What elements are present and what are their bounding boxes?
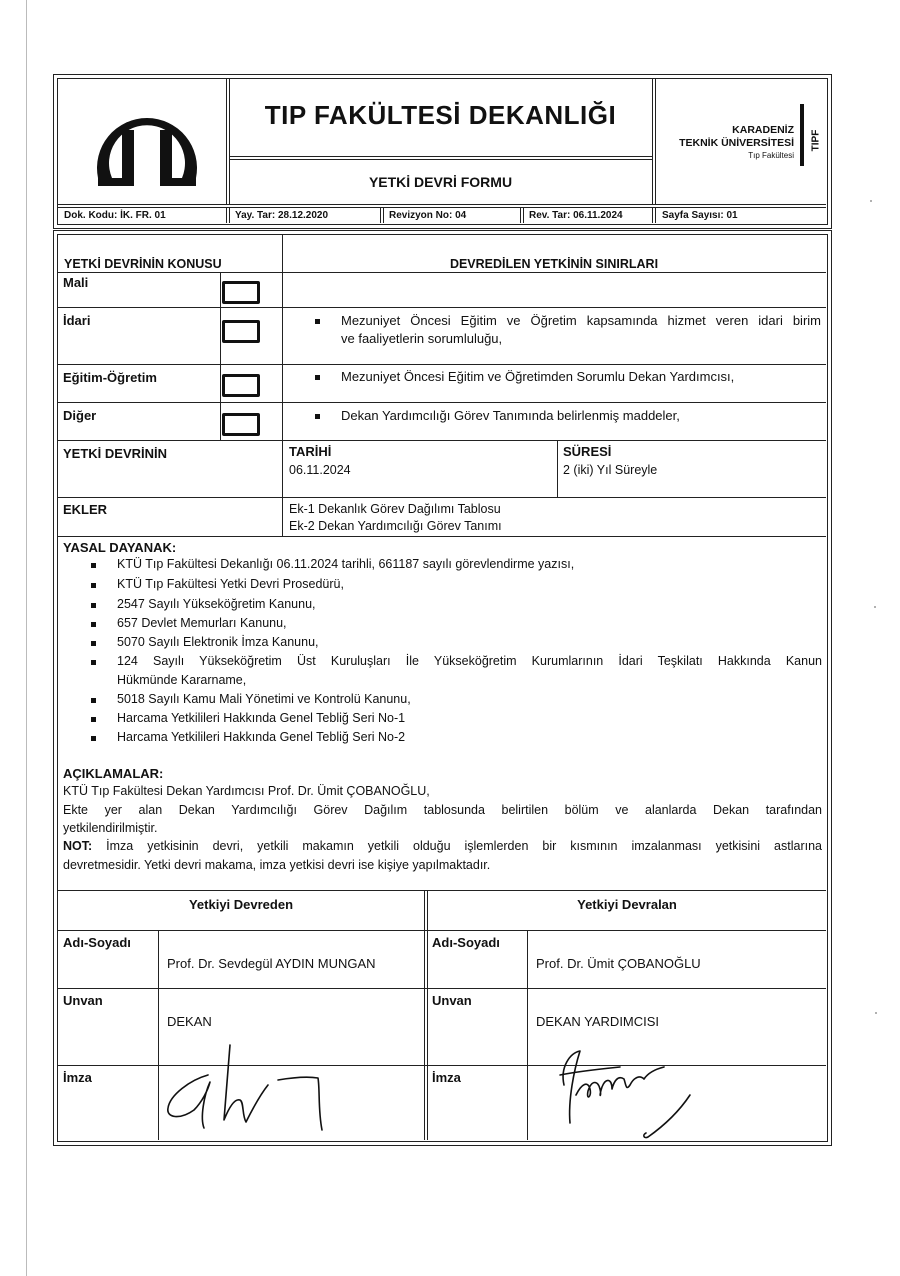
form-title: YETKİ DEVRİ FORMU <box>368 174 513 190</box>
bullet-icon <box>315 414 320 419</box>
sign-label-right: İmza <box>432 1070 461 1085</box>
sig-table-line <box>58 890 826 891</box>
date-label: TARİHİ <box>289 444 332 459</box>
sig-header-left: Yetkiyi Devreden <box>188 897 294 912</box>
explanation-line-2: Ekte yer alan Dekan Yardımcılığı Görev Dağılım tablosunda belirtilen bölüm ve alanlarda Dekan tarafından <box>63 803 822 817</box>
bullet-icon <box>91 736 96 741</box>
bullet-icon <box>91 660 96 665</box>
meta-divider <box>380 207 384 223</box>
bullet-icon <box>315 375 320 380</box>
scope-text-egitim: Mezuniyet Öncesi Eğitim ve Öğretimden Sorumlu Dekan Yardımcısı, <box>341 369 735 384</box>
scope-row-line <box>58 497 826 498</box>
revision-number: Revizyon No: 04 <box>389 210 467 221</box>
bullet-icon <box>91 563 96 568</box>
scope-label-diger: Diğer <box>63 408 97 423</box>
scope-header-right: DEVREDİLEN YETKİNİN SINIRLARI <box>449 257 659 271</box>
title-label-right: Unvan <box>432 993 472 1008</box>
explanation-line-1: KTÜ Tıp Fakültesi Dekan Yardımcısı Prof. Dr. Ümit ÇOBANOĞLU, <box>63 784 430 798</box>
institution-name-1: KARADENİZ <box>732 124 794 136</box>
bullet-icon <box>91 717 96 722</box>
scope-row-line <box>58 364 826 365</box>
header-divider <box>229 156 652 160</box>
legal-item: Harcama Yetkilileri Hakkında Genel Tebliğ Seri No-1 <box>117 711 406 725</box>
legal-title: YASAL DAYANAK: <box>63 540 177 555</box>
legal-item: KTÜ Tıp Fakültesi Dekanlığı 06.11.2024 tarihli, 661187 sayılı görevlendirme yazısı, <box>117 557 575 571</box>
name-value-left: Prof. Dr. Sevdegül AYDIN MUNGAN <box>167 956 376 971</box>
sig-table-divider <box>158 930 159 1140</box>
university-logo <box>84 90 210 192</box>
sig-table-line <box>58 988 826 989</box>
scope-row-line <box>58 536 826 537</box>
title-value-left: DEKAN <box>167 1014 212 1029</box>
duration-divider <box>557 440 558 497</box>
legal-item: 124 Sayılı Yükseköğretim Üst Kuruluşları İle Yükseköğretim Kurumlarının İdari Teşkilatı Hakkında Kanun <box>117 654 822 668</box>
sig-table-divider <box>527 930 528 1140</box>
legal-item: KTÜ Tıp Fakültesi Yetki Devri Prosedürü, <box>117 577 344 591</box>
speck <box>874 606 876 608</box>
attachments-label: EKLER <box>63 502 108 517</box>
meta-divider <box>652 207 656 223</box>
scope-row-line <box>58 402 826 403</box>
legal-item: 5018 Sayılı Kamu Mali Yönetimi ve Kontrolü Kanunu, <box>117 692 411 706</box>
legal-item: Harcama Yetkilileri Hakkında Genel Tebliğ Seri No-2 <box>117 730 406 744</box>
margin-line <box>26 0 27 1276</box>
attachment-item-2: Ek-2 Dekan Yardımcılığı Görev Tanımı <box>289 519 502 533</box>
scope-row-line <box>58 307 826 308</box>
header-divider <box>57 204 826 208</box>
scope-text-diger: Dekan Yardımcılığı Görev Tanımında belirlenmiş maddeler, <box>341 408 680 423</box>
scope-divider <box>282 234 283 536</box>
speck <box>875 1012 877 1014</box>
name-value-right: Prof. Dr. Ümit ÇOBANOĞLU <box>536 956 701 971</box>
sig-table-line <box>58 930 826 931</box>
scope-row-line <box>58 440 826 441</box>
legal-item-continued: Hükmünde Kararname, <box>117 673 247 687</box>
page-count: Sayfa Sayısı: 01 <box>662 210 738 221</box>
doc-code: Dok. Kodu: İK. FR. 01 <box>64 210 166 221</box>
attachment-item-1: Ek-1 Dekanlık Görev Dağılımı Tablosu <box>289 502 501 516</box>
note-label: NOT: <box>63 839 93 853</box>
speck <box>870 200 872 202</box>
checkbox-egitim-ogretim[interactable] <box>222 374 260 397</box>
bullet-icon <box>315 319 320 324</box>
scope-text-idari-1: Mezuniyet Öncesi Eğitim ve Öğretim kapsamında hizmet veren idari birim <box>341 313 821 328</box>
explanations-title: AÇIKLAMALAR: <box>63 766 164 781</box>
checkbox-column-divider <box>220 272 221 440</box>
note-line-2: devretmesidir. Yetki devri makama, imza yetkisi devri ise kişiye yapılmaktadır. <box>63 858 491 872</box>
transfer-label: YETKİ DEVRİNİN <box>63 446 168 461</box>
sign-label-left: İmza <box>63 1070 92 1085</box>
institution-faculty: Tıp Fakültesi <box>748 151 794 160</box>
title-label-left: Unvan <box>63 993 103 1008</box>
date-value: 06.11.2024 <box>289 463 351 477</box>
bullet-icon <box>91 603 96 608</box>
scope-label-mali: Mali <box>63 275 89 290</box>
scope-text-idari-2: ve faaliyetlerin sorumluluğu, <box>341 331 503 346</box>
title-value-right: DEKAN YARDIMCISI <box>536 1014 660 1029</box>
bullet-icon <box>91 583 96 588</box>
institution-name-2: TEKNİK ÜNİVERSİTESİ <box>679 137 794 149</box>
legal-item: 5070 Sayılı Elektronik İmza Kanunu, <box>117 635 319 649</box>
sig-table-divider <box>424 890 428 1140</box>
legal-item: 2547 Sayılı Yükseköğretim Kanunu, <box>117 597 316 611</box>
scope-label-idari: İdari <box>63 313 91 328</box>
duration-value: 2 (iki) Yıl Süreyle <box>563 463 658 477</box>
signature-left <box>160 1040 350 1140</box>
meta-divider <box>226 207 230 223</box>
note-text: İmza yetkisinin devri, yetkili makamın yetkili olduğu işlemlerden bir kısmının imzalanması yetkisini astlarına <box>92 839 822 853</box>
name-label-left: Adı-Soyadı <box>63 935 131 950</box>
publish-date: Yay. Tar: 28.12.2020 <box>235 210 329 221</box>
signature-right <box>540 1045 710 1145</box>
duration-label: SÜRESİ <box>563 444 612 459</box>
meta-divider <box>520 207 524 223</box>
page-title: TIP FAKÜLTESİ DEKANLIĞI <box>264 100 617 130</box>
bullet-icon <box>91 698 96 703</box>
legal-item: 657 Devlet Memurları Kanunu, <box>117 616 287 630</box>
sig-header-right: Yetkiyi Devralan <box>577 897 677 912</box>
bullet-icon <box>91 622 96 627</box>
scope-row-line <box>58 272 826 273</box>
name-label-right: Adı-Soyadı <box>432 935 500 950</box>
checkbox-idari[interactable] <box>222 320 260 343</box>
checkbox-mali[interactable] <box>222 281 260 304</box>
revision-date: Rev. Tar: 06.11.2024 <box>529 210 623 221</box>
checkbox-diger[interactable] <box>222 413 260 436</box>
bullet-icon <box>91 641 96 646</box>
note-line-1 <box>63 839 822 853</box>
explanation-line-3: yetkilendirilmiştir. <box>63 821 158 835</box>
scope-header-left: YETKİ DEVRİNİN KONUSU <box>64 257 222 271</box>
scope-label-egitim: Eğitim-Öğretim <box>63 370 157 385</box>
institution-bar <box>800 104 804 166</box>
vertical-mark: TIPF <box>810 129 822 152</box>
